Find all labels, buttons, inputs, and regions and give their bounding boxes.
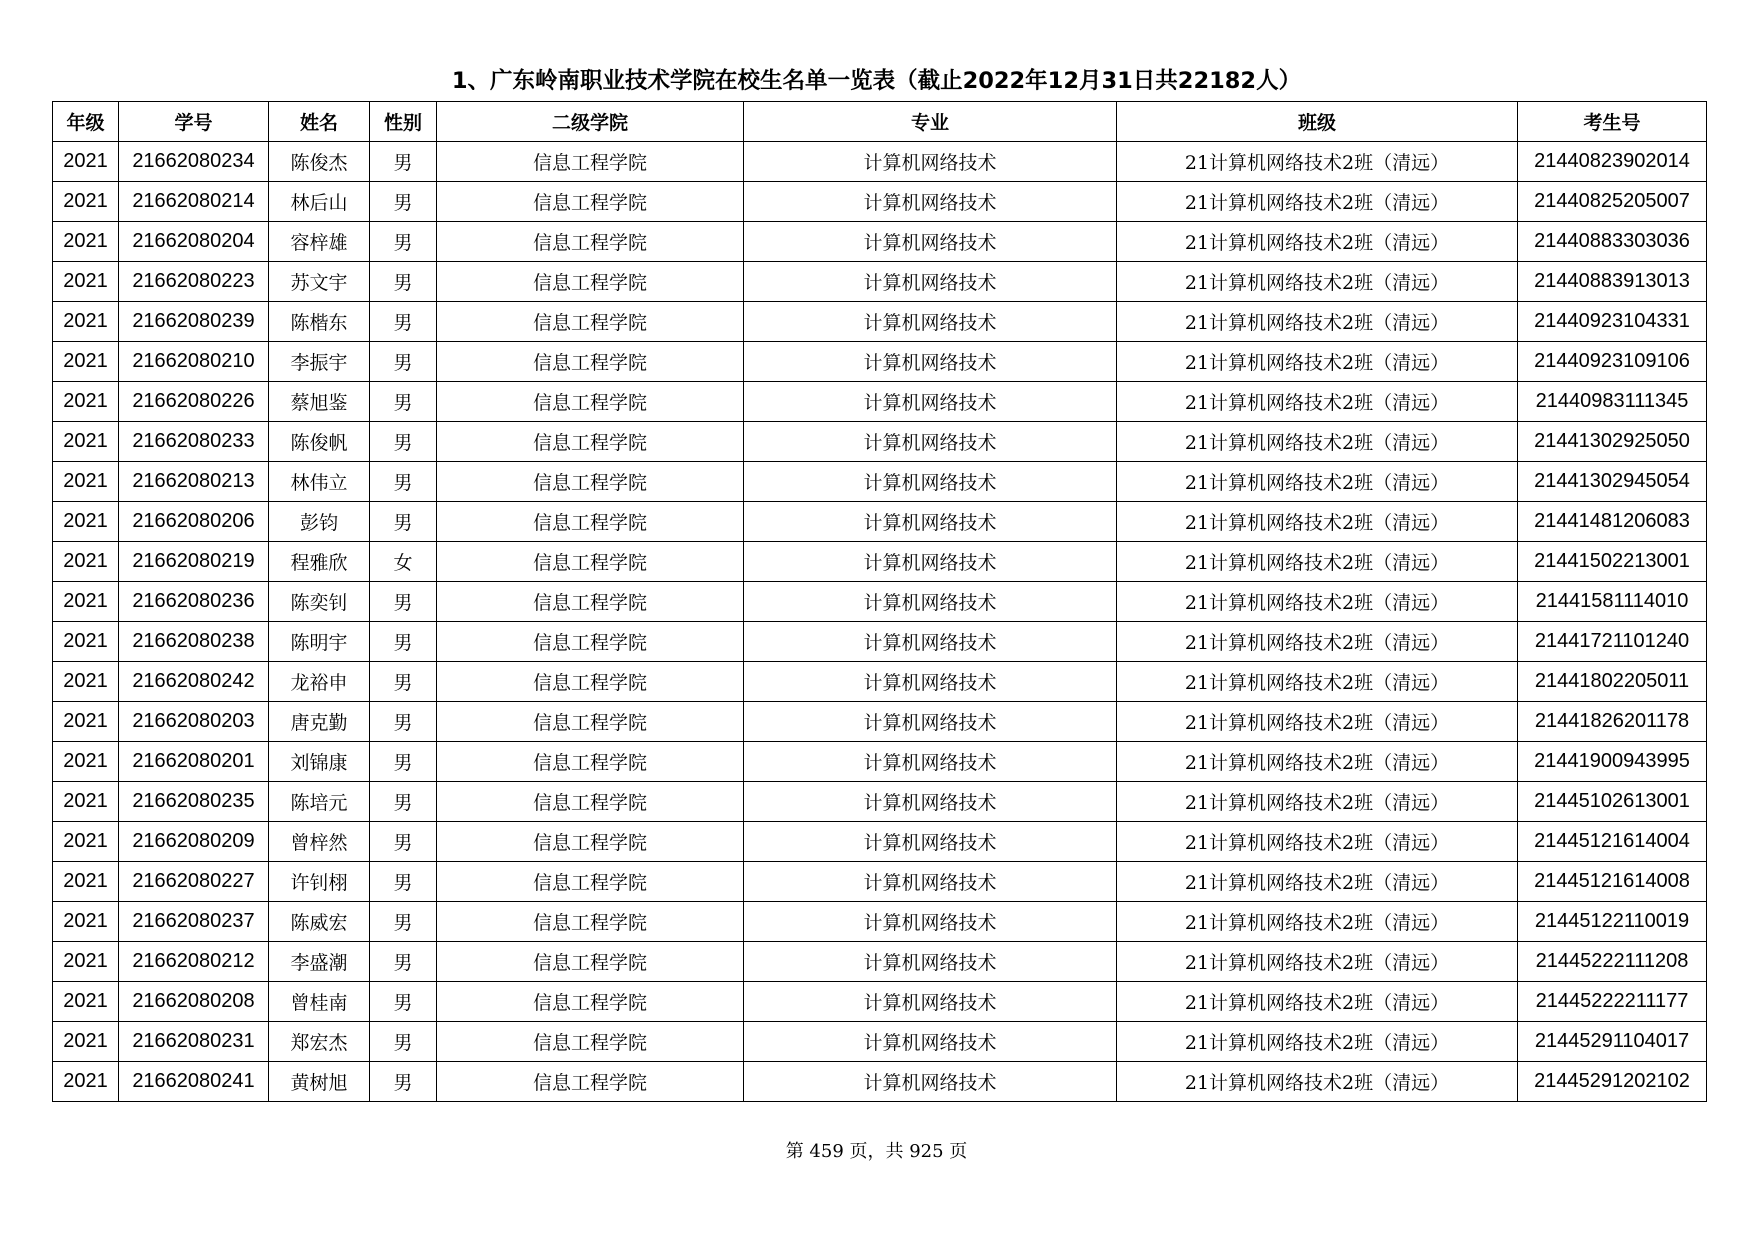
cell-major: 计算机网络技术 bbox=[744, 742, 1117, 782]
cell-major: 计算机网络技术 bbox=[744, 462, 1117, 502]
cell-gender: 男 bbox=[370, 582, 437, 622]
cell-exam-number: 21445222211177 bbox=[1518, 982, 1707, 1022]
cell-major: 计算机网络技术 bbox=[744, 662, 1117, 702]
cell-name: 李振宇 bbox=[269, 342, 370, 382]
table-row bbox=[53, 222, 1707, 262]
header-gender: 性别 bbox=[370, 102, 437, 142]
cell-college: 信息工程学院 bbox=[437, 982, 744, 1022]
cell-grade: 2021 bbox=[53, 982, 119, 1022]
cell-gender: 男 bbox=[370, 142, 437, 182]
cell-exam-number: 21441581114010 bbox=[1518, 582, 1707, 622]
cell-college: 信息工程学院 bbox=[437, 582, 744, 622]
table-row bbox=[53, 862, 1707, 902]
cell-exam-number: 21440983111345 bbox=[1518, 382, 1707, 422]
cell-name: 林伟立 bbox=[269, 462, 370, 502]
cell-student-id: 21662080236 bbox=[119, 582, 269, 622]
cell-name: 蔡旭鉴 bbox=[269, 382, 370, 422]
cell-college: 信息工程学院 bbox=[437, 902, 744, 942]
cell-exam-number: 21440825205007 bbox=[1518, 182, 1707, 222]
cell-gender: 男 bbox=[370, 662, 437, 702]
cell-student-id: 21662080208 bbox=[119, 982, 269, 1022]
cell-exam-number: 21445291202102 bbox=[1518, 1062, 1707, 1102]
table-row bbox=[53, 982, 1707, 1022]
table-row bbox=[53, 582, 1707, 622]
cell-student-id: 21662080213 bbox=[119, 462, 269, 502]
cell-exam-number: 21441826201178 bbox=[1518, 702, 1707, 742]
cell-grade: 2021 bbox=[53, 902, 119, 942]
table-row bbox=[53, 262, 1707, 302]
cell-gender: 男 bbox=[370, 262, 437, 302]
cell-class: 21计算机网络技术2班（清远） bbox=[1117, 582, 1518, 622]
cell-college: 信息工程学院 bbox=[437, 622, 744, 662]
cell-student-id: 21662080227 bbox=[119, 862, 269, 902]
cell-exam-number: 21440823902014 bbox=[1518, 142, 1707, 182]
cell-class: 21计算机网络技术2班（清远） bbox=[1117, 1062, 1518, 1102]
cell-exam-number: 21440923109106 bbox=[1518, 342, 1707, 382]
cell-grade: 2021 bbox=[53, 222, 119, 262]
table-body bbox=[53, 142, 1707, 1102]
cell-class: 21计算机网络技术2班（清远） bbox=[1117, 662, 1518, 702]
cell-class: 21计算机网络技术2班（清远） bbox=[1117, 622, 1518, 662]
cell-college: 信息工程学院 bbox=[437, 782, 744, 822]
cell-college: 信息工程学院 bbox=[437, 422, 744, 462]
cell-major: 计算机网络技术 bbox=[744, 182, 1117, 222]
cell-grade: 2021 bbox=[53, 782, 119, 822]
cell-student-id: 21662080242 bbox=[119, 662, 269, 702]
cell-student-id: 21662080203 bbox=[119, 702, 269, 742]
cell-gender: 男 bbox=[370, 1022, 437, 1062]
cell-gender: 男 bbox=[370, 742, 437, 782]
cell-gender: 男 bbox=[370, 622, 437, 662]
cell-gender: 男 bbox=[370, 502, 437, 542]
table-row bbox=[53, 822, 1707, 862]
cell-student-id: 21662080234 bbox=[119, 142, 269, 182]
table-row bbox=[53, 662, 1707, 702]
cell-major: 计算机网络技术 bbox=[744, 1022, 1117, 1062]
cell-college: 信息工程学院 bbox=[437, 382, 744, 422]
cell-gender: 男 bbox=[370, 182, 437, 222]
cell-exam-number: 21440923104331 bbox=[1518, 302, 1707, 342]
cell-grade: 2021 bbox=[53, 302, 119, 342]
cell-class: 21计算机网络技术2班（清远） bbox=[1117, 142, 1518, 182]
cell-class: 21计算机网络技术2班（清远） bbox=[1117, 262, 1518, 302]
header-college: 二级学院 bbox=[437, 102, 744, 142]
cell-name: 李盛潮 bbox=[269, 942, 370, 982]
cell-gender: 男 bbox=[370, 422, 437, 462]
cell-college: 信息工程学院 bbox=[437, 182, 744, 222]
page-number-footer: 第 459 页，共 925 页 bbox=[785, 1141, 968, 1162]
cell-grade: 2021 bbox=[53, 702, 119, 742]
table-row bbox=[53, 622, 1707, 662]
cell-name: 林后山 bbox=[269, 182, 370, 222]
cell-grade: 2021 bbox=[53, 382, 119, 422]
cell-class: 21计算机网络技术2班（清远） bbox=[1117, 462, 1518, 502]
table-row bbox=[53, 942, 1707, 982]
cell-exam-number: 21445102613001 bbox=[1518, 782, 1707, 822]
cell-college: 信息工程学院 bbox=[437, 1022, 744, 1062]
cell-class: 21计算机网络技术2班（清远） bbox=[1117, 942, 1518, 982]
cell-college: 信息工程学院 bbox=[437, 302, 744, 342]
cell-grade: 2021 bbox=[53, 742, 119, 782]
cell-major: 计算机网络技术 bbox=[744, 822, 1117, 862]
cell-student-id: 21662080210 bbox=[119, 342, 269, 382]
cell-name: 陈奕钊 bbox=[269, 582, 370, 622]
cell-name: 苏文宇 bbox=[269, 262, 370, 302]
cell-major: 计算机网络技术 bbox=[744, 342, 1117, 382]
header-name: 姓名 bbox=[269, 102, 370, 142]
cell-gender: 女 bbox=[370, 542, 437, 582]
cell-major: 计算机网络技术 bbox=[744, 502, 1117, 542]
cell-college: 信息工程学院 bbox=[437, 862, 744, 902]
cell-gender: 男 bbox=[370, 222, 437, 262]
cell-grade: 2021 bbox=[53, 582, 119, 622]
cell-class: 21计算机网络技术2班（清远） bbox=[1117, 542, 1518, 582]
cell-major: 计算机网络技术 bbox=[744, 982, 1117, 1022]
cell-student-id: 21662080201 bbox=[119, 742, 269, 782]
cell-name: 陈威宏 bbox=[269, 902, 370, 942]
cell-grade: 2021 bbox=[53, 822, 119, 862]
cell-class: 21计算机网络技术2班（清远） bbox=[1117, 782, 1518, 822]
cell-major: 计算机网络技术 bbox=[744, 382, 1117, 422]
cell-gender: 男 bbox=[370, 982, 437, 1022]
cell-exam-number: 21441900943995 bbox=[1518, 742, 1707, 782]
cell-college: 信息工程学院 bbox=[437, 1062, 744, 1102]
cell-student-id: 21662080206 bbox=[119, 502, 269, 542]
cell-college: 信息工程学院 bbox=[437, 742, 744, 782]
cell-grade: 2021 bbox=[53, 622, 119, 662]
table-row bbox=[53, 1062, 1707, 1102]
cell-class: 21计算机网络技术2班（清远） bbox=[1117, 222, 1518, 262]
cell-gender: 男 bbox=[370, 382, 437, 422]
cell-college: 信息工程学院 bbox=[437, 502, 744, 542]
cell-name: 许钊栩 bbox=[269, 862, 370, 902]
cell-college: 信息工程学院 bbox=[437, 662, 744, 702]
cell-student-id: 21662080219 bbox=[119, 542, 269, 582]
table-row bbox=[53, 742, 1707, 782]
header-exam-number: 考生号 bbox=[1518, 102, 1707, 142]
cell-gender: 男 bbox=[370, 702, 437, 742]
table-row bbox=[53, 142, 1707, 182]
cell-class: 21计算机网络技术2班（清远） bbox=[1117, 702, 1518, 742]
cell-college: 信息工程学院 bbox=[437, 462, 744, 502]
cell-gender: 男 bbox=[370, 822, 437, 862]
cell-name: 程雅欣 bbox=[269, 542, 370, 582]
cell-exam-number: 21445121614004 bbox=[1518, 822, 1707, 862]
cell-class: 21计算机网络技术2班（清远） bbox=[1117, 502, 1518, 542]
cell-class: 21计算机网络技术2班（清远） bbox=[1117, 422, 1518, 462]
cell-grade: 2021 bbox=[53, 1022, 119, 1062]
cell-exam-number: 21445121614008 bbox=[1518, 862, 1707, 902]
cell-name: 陈俊帆 bbox=[269, 422, 370, 462]
cell-class: 21计算机网络技术2班（清远） bbox=[1117, 862, 1518, 902]
cell-student-id: 21662080212 bbox=[119, 942, 269, 982]
cell-grade: 2021 bbox=[53, 542, 119, 582]
cell-major: 计算机网络技术 bbox=[744, 782, 1117, 822]
cell-grade: 2021 bbox=[53, 662, 119, 702]
cell-grade: 2021 bbox=[53, 262, 119, 302]
cell-class: 21计算机网络技术2班（清远） bbox=[1117, 982, 1518, 1022]
table-row bbox=[53, 1022, 1707, 1062]
cell-student-id: 21662080209 bbox=[119, 822, 269, 862]
cell-name: 郑宏杰 bbox=[269, 1022, 370, 1062]
cell-exam-number: 21441302925050 bbox=[1518, 422, 1707, 462]
table-header-row bbox=[53, 102, 1707, 142]
cell-student-id: 21662080238 bbox=[119, 622, 269, 662]
cell-student-id: 21662080226 bbox=[119, 382, 269, 422]
header-grade: 年级 bbox=[53, 102, 119, 142]
cell-major: 计算机网络技术 bbox=[744, 542, 1117, 582]
cell-grade: 2021 bbox=[53, 422, 119, 462]
cell-class: 21计算机网络技术2班（清远） bbox=[1117, 182, 1518, 222]
cell-class: 21计算机网络技术2班（清远） bbox=[1117, 342, 1518, 382]
cell-name: 容梓雄 bbox=[269, 222, 370, 262]
cell-major: 计算机网络技术 bbox=[744, 582, 1117, 622]
cell-name: 龙裕申 bbox=[269, 662, 370, 702]
cell-major: 计算机网络技术 bbox=[744, 622, 1117, 662]
cell-major: 计算机网络技术 bbox=[744, 302, 1117, 342]
cell-college: 信息工程学院 bbox=[437, 702, 744, 742]
cell-student-id: 21662080239 bbox=[119, 302, 269, 342]
cell-gender: 男 bbox=[370, 902, 437, 942]
cell-exam-number: 21445291104017 bbox=[1518, 1022, 1707, 1062]
cell-college: 信息工程学院 bbox=[437, 222, 744, 262]
cell-college: 信息工程学院 bbox=[437, 942, 744, 982]
cell-class: 21计算机网络技术2班（清远） bbox=[1117, 822, 1518, 862]
cell-student-id: 21662080214 bbox=[119, 182, 269, 222]
cell-major: 计算机网络技术 bbox=[744, 422, 1117, 462]
cell-student-id: 21662080231 bbox=[119, 1022, 269, 1062]
cell-gender: 男 bbox=[370, 942, 437, 982]
table-row bbox=[53, 342, 1707, 382]
cell-name: 曾桂南 bbox=[269, 982, 370, 1022]
cell-class: 21计算机网络技术2班（清远） bbox=[1117, 302, 1518, 342]
cell-exam-number: 21445222111208 bbox=[1518, 942, 1707, 982]
cell-class: 21计算机网络技术2班（清远） bbox=[1117, 382, 1518, 422]
table-row bbox=[53, 182, 1707, 222]
student-roster-table bbox=[52, 101, 1707, 1102]
cell-grade: 2021 bbox=[53, 942, 119, 982]
cell-class: 21计算机网络技术2班（清远） bbox=[1117, 742, 1518, 782]
cell-exam-number: 21440883303036 bbox=[1518, 222, 1707, 262]
cell-major: 计算机网络技术 bbox=[744, 942, 1117, 982]
cell-name: 黄树旭 bbox=[269, 1062, 370, 1102]
cell-exam-number: 21441481206083 bbox=[1518, 502, 1707, 542]
header-student-id: 学号 bbox=[119, 102, 269, 142]
cell-name: 陈明宇 bbox=[269, 622, 370, 662]
cell-major: 计算机网络技术 bbox=[744, 222, 1117, 262]
document-title: 1、广东岭南职业技术学院在校生名单一览表（截止2022年12月31日共22182人） bbox=[451, 68, 1302, 94]
table-row bbox=[53, 542, 1707, 582]
cell-grade: 2021 bbox=[53, 1062, 119, 1102]
cell-major: 计算机网络技术 bbox=[744, 862, 1117, 902]
cell-student-id: 21662080241 bbox=[119, 1062, 269, 1102]
cell-gender: 男 bbox=[370, 302, 437, 342]
cell-grade: 2021 bbox=[53, 862, 119, 902]
cell-major: 计算机网络技术 bbox=[744, 262, 1117, 302]
cell-student-id: 21662080237 bbox=[119, 902, 269, 942]
cell-college: 信息工程学院 bbox=[437, 542, 744, 582]
cell-exam-number: 21440883913013 bbox=[1518, 262, 1707, 302]
cell-grade: 2021 bbox=[53, 502, 119, 542]
cell-grade: 2021 bbox=[53, 182, 119, 222]
cell-exam-number: 21441502213001 bbox=[1518, 542, 1707, 582]
cell-major: 计算机网络技术 bbox=[744, 702, 1117, 742]
cell-major: 计算机网络技术 bbox=[744, 902, 1117, 942]
table-row bbox=[53, 702, 1707, 742]
table-row bbox=[53, 462, 1707, 502]
table-row bbox=[53, 302, 1707, 342]
cell-gender: 男 bbox=[370, 342, 437, 382]
cell-major: 计算机网络技术 bbox=[744, 1062, 1117, 1102]
cell-exam-number: 21441302945054 bbox=[1518, 462, 1707, 502]
cell-gender: 男 bbox=[370, 1062, 437, 1102]
header-major: 专业 bbox=[744, 102, 1117, 142]
cell-exam-number: 21441721101240 bbox=[1518, 622, 1707, 662]
cell-grade: 2021 bbox=[53, 142, 119, 182]
cell-name: 陈培元 bbox=[269, 782, 370, 822]
cell-name: 刘锦康 bbox=[269, 742, 370, 782]
header-class: 班级 bbox=[1117, 102, 1518, 142]
cell-gender: 男 bbox=[370, 462, 437, 502]
cell-name: 唐克勤 bbox=[269, 702, 370, 742]
cell-class: 21计算机网络技术2班（清远） bbox=[1117, 902, 1518, 942]
cell-grade: 2021 bbox=[53, 462, 119, 502]
cell-name: 陈俊杰 bbox=[269, 142, 370, 182]
cell-name: 彭钧 bbox=[269, 502, 370, 542]
table-row bbox=[53, 782, 1707, 822]
cell-college: 信息工程学院 bbox=[437, 342, 744, 382]
cell-major: 计算机网络技术 bbox=[744, 142, 1117, 182]
table-row bbox=[53, 422, 1707, 462]
cell-student-id: 21662080204 bbox=[119, 222, 269, 262]
cell-name: 曾梓然 bbox=[269, 822, 370, 862]
cell-student-id: 21662080223 bbox=[119, 262, 269, 302]
table-row bbox=[53, 502, 1707, 542]
cell-class: 21计算机网络技术2班（清远） bbox=[1117, 1022, 1518, 1062]
cell-college: 信息工程学院 bbox=[437, 822, 744, 862]
table-row bbox=[53, 382, 1707, 422]
cell-college: 信息工程学院 bbox=[437, 142, 744, 182]
cell-student-id: 21662080235 bbox=[119, 782, 269, 822]
table-row bbox=[53, 902, 1707, 942]
cell-gender: 男 bbox=[370, 782, 437, 822]
cell-grade: 2021 bbox=[53, 342, 119, 382]
cell-exam-number: 21441802205011 bbox=[1518, 662, 1707, 702]
cell-college: 信息工程学院 bbox=[437, 262, 744, 302]
cell-exam-number: 21445122110019 bbox=[1518, 902, 1707, 942]
cell-name: 陈楷东 bbox=[269, 302, 370, 342]
cell-gender: 男 bbox=[370, 862, 437, 902]
cell-student-id: 21662080233 bbox=[119, 422, 269, 462]
